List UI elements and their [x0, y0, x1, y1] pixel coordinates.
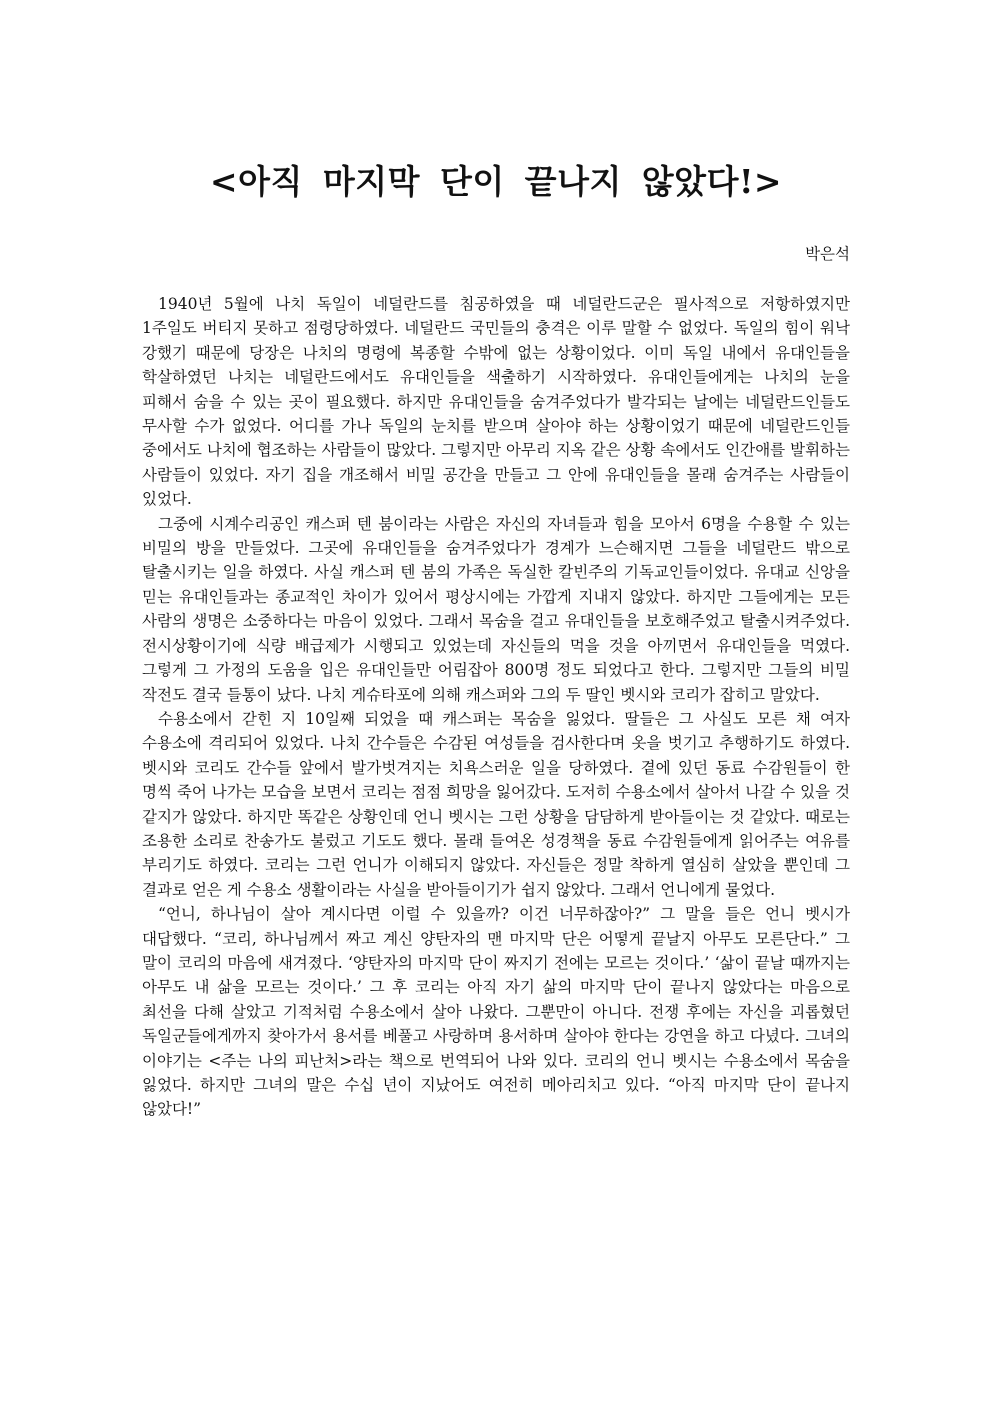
document-title: <아직 마지막 단이 끝나지 않았다!>	[209, 162, 783, 201]
paragraph: “언니, 하나님이 살아 계시다면 이럴 수 있을까? 이건 너무하잖아?” 그 말을 들은 언니 벳시가 대답했다. “코리, 하나님께서 짜고 계신 양탄자의 맨 마지막 단은 어떻게 끝날지 아무도 모른단다.” 그 말이 코리의 마음에 새겨졌다. ‘양탄자의 마지막 단이 짜지기 전에는 모르는 것이다.’ ‘삶이 끝날 때까지는 아무도 내 삶을 모르는 것이다.’ 그 후 코리는 아직 자기 삶의 마지막 단이 끝나지 않았다는 마음으로 최선을 다해 살았고 기적처럼 수용소에서 살아 나왔다. 그뿐만이 아니다. 전쟁 후에는 자신을 괴롭혔던 독일군들에게까지 찾아가서 용서를 베풀고 사랑하며 용서하며 살아야 한다는 강연을 하고 다녔다. 그녀의 이야기는 <주는 나의 피난처>라는 책으로 번역되어 나와 있다. 코리의 언니 벳시는 수용소에서 목숨을 잃었다. 하지만 그녀의 말은 수십 년이 지났어도 여전히 메아리치고 있다. “아직 마지막 단이 끝나지 않았다!”	[142, 905, 850, 1119]
document-body	[142, 292, 850, 1122]
paragraph: 그중에 시계수리공인 캐스퍼 텐 붐이라는 사람은 자신의 자녀들과 힘을 모아서 6명을 수용할 수 있는 비밀의 방을 만들었다. 그곳에 유대인들을 숨겨주었다가 경계가 느슨해지면 그들을 네덜란드 밖으로 탈출시키는 일을 하였다. 사실 캐스퍼 텐 붐의 가족은 독실한 칼빈주의 기독교인들이었다. 유대교 신앙을 믿는 유대인들과는 종교적인 차이가 있어서 평상시에는 가깝게 지내지 않았다. 하지만 그들에게는 모든 사람의 생명은 소중하다는 마음이 있었다. 그래서 목숨을 걸고 유대인들을 보호해주었고 탈출시켜주었다. 전시상황이기에 식량 배급제가 시행되고 있었는데 자신들의 먹을 것을 아끼면서 유대인들을 먹였다. 그렇게 그 가정의 도움을 입은 유대인들만 어림잡아 800명 정도 되었다고 한다. 그렇지만 그들의 비밀 작전도 결국 들통이 났다. 나치 게슈타포에 의해 캐스퍼와 그의 두 딸인 벳시와 코리가 잡히고 말았다.	[142, 514, 850, 704]
paragraph: 1940년 5월에 나치 독일이 네덜란드를 침공하였을 때 네덜란드군은 필사적으로 저항하였지만 1주일도 버티지 못하고 점령당하였다. 네덜란드 국민들의 충격은 이루 말할 수 없었다. 독일의 힘이 워낙 강했기 때문에 당장은 나치의 명령에 복종할 수밖에 없는 상황이었다. 이미 독일 내에서 유대인들을 학살하였던 나치는 네덜란드에서도 유대인들을 색출하기 시작하였다. 유대인들에게는 나치의 눈을 피해서 숨을 수 있는 곳이 필요했다. 하지만 유대인들을 숨겨주었다가 발각되는 날에는 네덜란드인들도 무사할 수가 없었다. 어디를 가나 독일의 눈치를 받으며 살아야 하는 상황이었기 때문에 네덜란드인들 중에서도 나치에 협조하는 사람들이 많았다. 그렇지만 아무리 지옥 같은 상황 속에서도 인간애를 발휘하는 사람들이 있었다. 자기 집을 개조해서 비밀 공간을 만들고 그 안에 유대인들을 몰래 숨겨주는 사람들이 있었다.	[142, 295, 850, 509]
author-name: 박은석	[805, 245, 850, 263]
paragraph: 수용소에서 갇힌 지 10일째 되었을 때 캐스퍼는 목숨을 잃었다. 딸들은 그 사실도 모른 채 여자 수용소에 격리되어 있었다. 나치 간수들은 수감된 여성들을 검사한다며 옷을 벗기고 추행하기도 하였다. 벳시와 코리도 간수들 앞에서 발가벗겨지는 치욕스러운 일을 당하였다. 곁에 있던 동료 수감원들이 한 명씩 죽어 나가는 모습을 보면서 코리는 점점 희망을 잃어갔다. 도저히 수용소에서 살아서 나갈 수 있을 것 같지가 않았다. 하지만 똑같은 상황인데 언니 벳시는 그런 상황을 담담하게 받아들이는 것 같았다. 때로는 조용한 소리로 찬송가도 불렀고 기도도 했다. 몰래 들여온 성경책을 동료 수감원들에게 읽어주는 여유를 부리기도 하였다. 코리는 그런 언니가 이해되지 않았다. 자신들은 정말 착하게 열심히 살았을 뿐인데 그 결과로 얻은 게 수용소 생활이라는 사실을 받아들이기가 쉽지 않았다. 그래서 언니에게 물었다.	[142, 709, 850, 899]
